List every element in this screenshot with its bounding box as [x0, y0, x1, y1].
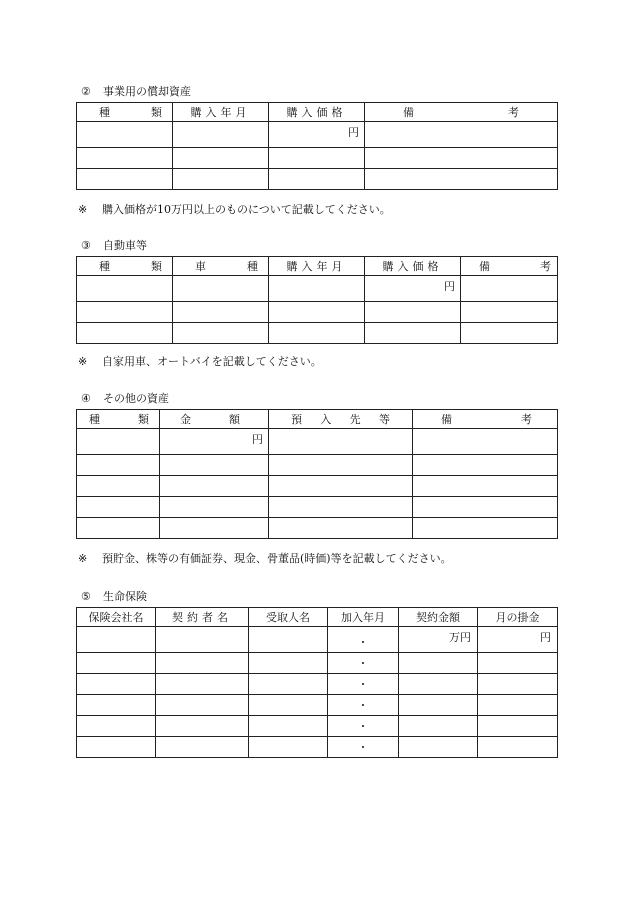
- header-contractor: 契約者名: [156, 608, 249, 627]
- cell-contract-amount[interactable]: [399, 737, 478, 758]
- header-char: 預: [291, 413, 302, 426]
- header-char: 類: [151, 106, 162, 119]
- unit-yen: 円: [540, 631, 551, 644]
- section-4-table: [76, 409, 558, 539]
- cell-model[interactable]: [173, 302, 269, 323]
- cell-contractor[interactable]: [156, 674, 249, 695]
- cell-deposit-place[interactable]: [269, 497, 413, 518]
- cell-amount[interactable]: [160, 429, 269, 455]
- cell-insurer[interactable]: [77, 674, 156, 695]
- cell-join-date[interactable]: [328, 737, 399, 758]
- cell-amount[interactable]: [160, 518, 269, 539]
- cell-remarks[interactable]: [413, 429, 558, 455]
- cell-beneficiary[interactable]: [249, 627, 328, 653]
- section-3-note: [76, 355, 322, 369]
- table-row: [77, 122, 558, 148]
- cell-date[interactable]: [269, 302, 365, 323]
- unit-man-yen: 万円: [449, 631, 471, 644]
- table-row: [77, 737, 558, 758]
- cell-insurer[interactable]: [77, 627, 156, 653]
- cell-remarks[interactable]: [413, 455, 558, 476]
- table-header-row: [77, 608, 558, 627]
- cell-model[interactable]: [173, 323, 269, 344]
- header-char: 考: [508, 106, 519, 119]
- cell-kind[interactable]: [77, 169, 173, 190]
- header-char: 備: [479, 260, 490, 273]
- cell-remarks[interactable]: [413, 518, 558, 539]
- header-char: 額: [229, 413, 240, 426]
- cell-price[interactable]: [365, 276, 461, 302]
- table-row: [77, 695, 558, 716]
- table-row: [77, 716, 558, 737]
- section-2-table: [76, 102, 558, 190]
- cell-monthly-premium[interactable]: [478, 627, 558, 653]
- header-char: 類: [151, 260, 162, 273]
- cell-price[interactable]: [365, 302, 461, 323]
- cell-deposit-place[interactable]: [269, 476, 413, 497]
- header-remarks: [461, 257, 558, 276]
- cell-remarks[interactable]: [413, 476, 558, 497]
- cell-beneficiary[interactable]: [249, 653, 328, 674]
- table-row: [77, 455, 558, 476]
- header-purchase-date: 購入年月: [173, 103, 269, 122]
- cell-monthly-premium[interactable]: [478, 695, 558, 716]
- header-char: 種: [247, 260, 258, 273]
- section-3-title: [76, 239, 147, 253]
- header-char: 種: [99, 106, 110, 119]
- unit-yen: 円: [348, 126, 359, 139]
- table-row: [77, 476, 558, 497]
- note-text: 預貯金、株等の有価証券、現金、骨董品(時価)等を記載してください。: [102, 552, 452, 565]
- note-mark: ※: [78, 552, 88, 565]
- header-kind: [77, 257, 173, 276]
- cell-price[interactable]: [269, 169, 365, 190]
- cell-kind[interactable]: [77, 518, 160, 539]
- cell-contractor[interactable]: [156, 695, 249, 716]
- cell-amount[interactable]: [160, 476, 269, 497]
- table-row: [77, 627, 558, 653]
- table-row: [77, 169, 558, 190]
- date-separator: ・: [357, 741, 369, 754]
- cell-remarks[interactable]: [365, 122, 558, 148]
- date-separator: ・: [357, 699, 369, 712]
- section-4-number: ④: [81, 392, 91, 405]
- cell-remarks[interactable]: [461, 323, 558, 344]
- cell-kind[interactable]: [77, 476, 160, 497]
- cell-remarks[interactable]: [461, 302, 558, 323]
- section-5-title: [76, 590, 147, 604]
- cell-join-date[interactable]: [328, 695, 399, 716]
- cell-contract-amount[interactable]: [399, 627, 478, 653]
- cell-date[interactable]: [269, 276, 365, 302]
- cell-date[interactable]: [269, 323, 365, 344]
- header-join-date: 加入年月: [328, 608, 399, 627]
- cell-contract-amount[interactable]: [399, 695, 478, 716]
- cell-amount[interactable]: [160, 455, 269, 476]
- header-char: 考: [521, 413, 532, 426]
- section-4-title-text: その他の資産: [103, 392, 169, 405]
- unit-yen: 円: [252, 433, 263, 446]
- cell-contractor[interactable]: [156, 716, 249, 737]
- note-mark: ※: [78, 203, 88, 216]
- cell-kind[interactable]: [77, 276, 173, 302]
- cell-monthly-premium[interactable]: [478, 674, 558, 695]
- cell-insurer[interactable]: [77, 695, 156, 716]
- table-row: [77, 302, 558, 323]
- cell-contractor[interactable]: [156, 737, 249, 758]
- cell-remarks[interactable]: [413, 497, 558, 518]
- header-model: [173, 257, 269, 276]
- cell-remarks[interactable]: [365, 148, 558, 169]
- note-text: 自家用車、オートバイを記載してください。: [102, 355, 322, 368]
- cell-price[interactable]: [269, 148, 365, 169]
- cell-contract-amount[interactable]: [399, 674, 478, 695]
- cell-kind[interactable]: [77, 122, 173, 148]
- table-header-row: [77, 410, 558, 429]
- header-amount: [160, 410, 269, 429]
- header-deposit-place: [269, 410, 413, 429]
- unit-yen: 円: [444, 280, 455, 293]
- section-2-note: [76, 203, 391, 217]
- header-char: 備: [403, 106, 414, 119]
- cell-beneficiary[interactable]: [249, 674, 328, 695]
- table-row: [77, 497, 558, 518]
- section-3-number: ③: [81, 239, 91, 252]
- cell-insurer[interactable]: [77, 737, 156, 758]
- header-char: 金: [180, 413, 191, 426]
- table-row: [77, 674, 558, 695]
- section-4-title: [76, 392, 169, 406]
- cell-join-date[interactable]: [328, 653, 399, 674]
- cell-monthly-premium[interactable]: [478, 653, 558, 674]
- header-remarks: [413, 410, 558, 429]
- cell-join-date[interactable]: [328, 627, 399, 653]
- cell-insurer[interactable]: [77, 716, 156, 737]
- header-remarks: [365, 103, 558, 122]
- cell-price[interactable]: [365, 323, 461, 344]
- cell-model[interactable]: [173, 276, 269, 302]
- cell-kind[interactable]: [77, 148, 173, 169]
- header-insurer: 保険会社名: [77, 608, 156, 627]
- section-2-title: [76, 85, 191, 99]
- section-5-title-text: 生命保険: [103, 590, 147, 603]
- header-purchase-date: 購入年月: [269, 257, 365, 276]
- cell-monthly-premium[interactable]: [478, 737, 558, 758]
- cell-date[interactable]: [173, 148, 269, 169]
- header-char: 車: [195, 260, 206, 273]
- section-3-title-text: 自動車等: [103, 239, 147, 252]
- header-kind: [77, 103, 173, 122]
- note-text: 購入価格が10万円以上のものについて記載してください。: [102, 203, 391, 216]
- cell-contractor[interactable]: [156, 627, 249, 653]
- cell-deposit-place[interactable]: [269, 518, 413, 539]
- cell-remarks[interactable]: [461, 276, 558, 302]
- date-separator: ・: [357, 678, 369, 691]
- header-char: 等: [378, 413, 390, 426]
- cell-contract-amount[interactable]: [399, 716, 478, 737]
- table-row: [77, 429, 558, 455]
- section-5-number: ⑤: [81, 590, 91, 603]
- cell-kind[interactable]: [77, 323, 173, 344]
- header-contract-amount: 契約金額: [399, 608, 478, 627]
- section-5-table: [76, 607, 558, 758]
- date-separator: ・: [357, 657, 369, 670]
- cell-deposit-place[interactable]: [269, 429, 413, 455]
- header-purchase-price: 購入価格: [365, 257, 461, 276]
- table-row: [77, 148, 558, 169]
- cell-amount[interactable]: [160, 497, 269, 518]
- header-char: 考: [540, 260, 551, 273]
- cell-monthly-premium[interactable]: [478, 716, 558, 737]
- section-4-note: [76, 552, 452, 566]
- cell-date[interactable]: [173, 122, 269, 148]
- header-char: 備: [441, 413, 452, 426]
- cell-join-date[interactable]: [328, 674, 399, 695]
- cell-remarks[interactable]: [365, 169, 558, 190]
- cell-deposit-place[interactable]: [269, 455, 413, 476]
- cell-beneficiary[interactable]: [249, 695, 328, 716]
- table-row: [77, 323, 558, 344]
- table-row: [77, 276, 558, 302]
- header-purchase-price: 購入価格: [269, 103, 365, 122]
- section-2-title-text: 事業用の償却資産: [103, 85, 191, 98]
- header-char: 入: [320, 413, 332, 426]
- cell-kind[interactable]: [77, 497, 160, 518]
- cell-kind[interactable]: [77, 455, 160, 476]
- table-header-row: [77, 257, 558, 276]
- cell-contractor[interactable]: [156, 653, 249, 674]
- table-row: [77, 518, 558, 539]
- date-separator: ・: [357, 635, 369, 649]
- cell-beneficiary[interactable]: [249, 737, 328, 758]
- header-char: 種: [89, 413, 100, 426]
- note-mark: ※: [78, 355, 88, 368]
- cell-join-date[interactable]: [328, 716, 399, 737]
- header-monthly-premium: 月の掛金: [478, 608, 558, 627]
- table-row: [77, 653, 558, 674]
- date-separator: ・: [357, 720, 369, 733]
- section-2-number: ②: [81, 85, 91, 98]
- header-char: 先: [349, 413, 361, 426]
- cell-beneficiary[interactable]: [249, 716, 328, 737]
- header-beneficiary: 受取人名: [249, 608, 328, 627]
- cell-date[interactable]: [173, 169, 269, 190]
- header-kind: [77, 410, 160, 429]
- cell-kind[interactable]: [77, 429, 160, 455]
- cell-insurer[interactable]: [77, 653, 156, 674]
- section-3-table: [76, 256, 558, 344]
- cell-kind[interactable]: [77, 302, 173, 323]
- cell-contract-amount[interactable]: [399, 653, 478, 674]
- header-char: 類: [138, 413, 149, 426]
- cell-price[interactable]: [269, 122, 365, 148]
- header-char: 種: [99, 260, 110, 273]
- table-header-row: [77, 103, 558, 122]
